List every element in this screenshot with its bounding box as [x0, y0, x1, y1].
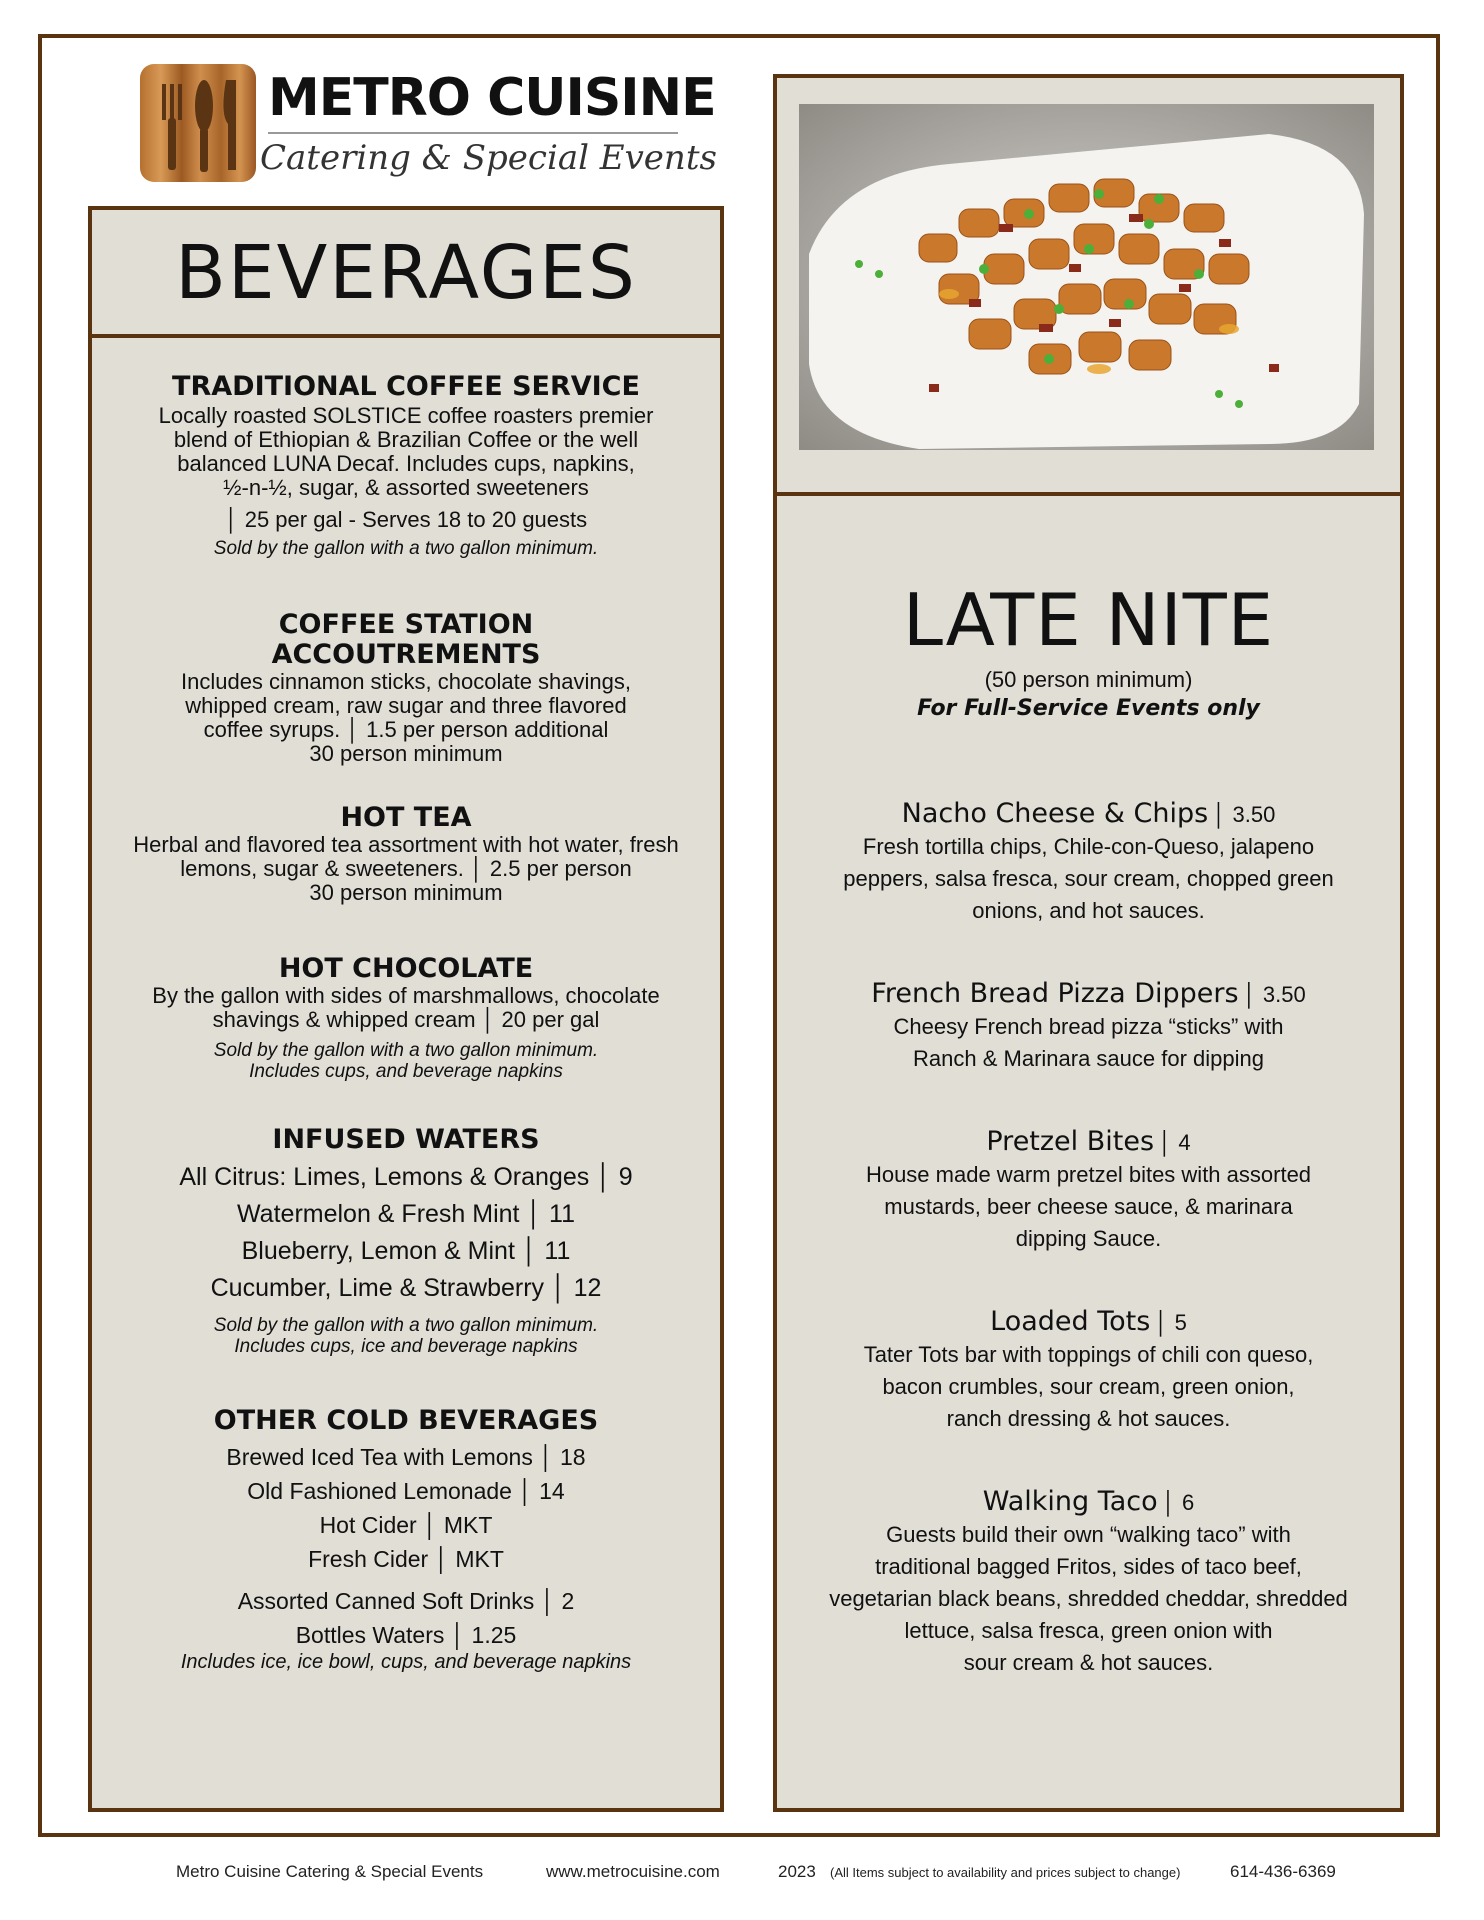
hot-chocolate-desc-line: By the gallon with sides of marshmallows, chocolate [152, 983, 660, 1008]
menu-item-desc-line: Tater Tots bar with toppings of chili con queso, [863, 1342, 1314, 1367]
coffee-station-desc-line: whipped cream, raw sugar and three flavored [185, 693, 627, 718]
menu-item-desc-line: vegetarian black beans, shredded cheddar, shredded [829, 1586, 1348, 1611]
menu-item-price: │ 3.50 [1212, 802, 1276, 827]
menu-item-price: │ 6 [1162, 1490, 1195, 1515]
hot-tea-section [92, 803, 720, 905]
menu-item-desc-line: Ranch & Marinara sauce for dipping [913, 1046, 1264, 1071]
brand-logo [140, 62, 717, 184]
cold-beverage-item: Old Fashioned Lemonade │ 14 [247, 1478, 565, 1504]
brand-tagline: Catering & Special Events [260, 138, 717, 178]
menu-item-desc-line: dipping Sauce. [1015, 1226, 1162, 1251]
beverages-panel [88, 206, 724, 1812]
menu-item-pretzel [777, 1126, 1400, 1255]
cold-beverages-section [92, 1406, 720, 1673]
cold-beverages-note: Includes ice, ice bowl, cups, and beverage napkins [180, 1651, 632, 1673]
hot-tea-desc-line: Herbal and flavored tea assortment with hot water, fresh [133, 832, 679, 857]
footer-year: 2023 [778, 1862, 816, 1881]
hot-chocolate-desc-line: shavings & whipped cream │ 20 per gal [212, 1007, 600, 1032]
menu-item-desc-line: ranch dressing & hot sauces. [946, 1406, 1231, 1431]
cold-beverage-item: Hot Cider │ MKT [319, 1512, 493, 1538]
menu-item-desc-line: bacon crumbles, sour cream, green onion, [882, 1374, 1295, 1399]
footer-company: Metro Cuisine Catering & Special Events [176, 1862, 484, 1881]
menu-item-name: French Bread Pizza Dippers [871, 978, 1239, 1009]
utensils-logo-icon [140, 64, 256, 182]
menu-item-name: Nacho Cheese & Chips [901, 798, 1209, 829]
coffee-station-desc-line: coffee syrups. │ 1.5 per person additional [203, 717, 609, 742]
late-nite-panel [773, 74, 1404, 1812]
infused-water-item: Watermelon & Fresh Mint │ 11 [237, 1200, 575, 1228]
hot-chocolate-title: HOT CHOCOLATE [278, 953, 534, 984]
menu-item-desc-line: peppers, salsa fresca, sour cream, chopped green [843, 866, 1334, 891]
menu-item-desc-line: Fresh tortilla chips, Chile-con-Queso, jalapeno [862, 834, 1315, 859]
infused-waters-note-line: Includes cups, ice and beverage napkins [234, 1336, 578, 1357]
menu-item-desc-line: sour cream & hot sauces. [963, 1650, 1214, 1675]
menu-item-price: │ 4 [1158, 1130, 1191, 1155]
logo-divider [268, 132, 678, 134]
menu-item-desc-line: lettuce, salsa fresca, green onion with [904, 1618, 1273, 1643]
hot-tea-title: HOT TEA [340, 802, 472, 833]
coffee-service-title: TRADITIONAL COFFEE SERVICE [172, 371, 640, 402]
hot-chocolate-section [92, 954, 720, 1082]
infused-water-item: Cucumber, Lime & Strawberry │ 12 [210, 1274, 602, 1302]
brand-name: METRO CUISINE [268, 68, 716, 128]
menu-item-desc-line: Guests build their own “walking taco” with [886, 1522, 1291, 1547]
coffee-station-desc-line: Includes cinnamon sticks, chocolate shavings, [180, 669, 631, 694]
beverages-header [92, 210, 720, 338]
coffee-service-note: Sold by the gallon with a two gallon minimum. [213, 538, 599, 559]
menu-item-desc-line: mustards, beer cheese sauce, & marinara [884, 1194, 1293, 1219]
coffee-service-desc-line: ½-n-½, sugar, & assorted sweeteners [223, 475, 589, 500]
late-nite-divider [777, 492, 1400, 496]
footer-disclaimer: (All Items subject to availability and prices subject to change) [830, 1865, 1181, 1880]
menu-item-desc-line: House made warm pretzel bites with assorted [865, 1162, 1312, 1187]
cold-beverages-title: OTHER COLD BEVERAGES [213, 1405, 599, 1436]
late-nite-title: LATE NITE [902, 578, 1275, 662]
infused-water-item: All Citrus: Limes, Lemons & Oranges │ 9 [179, 1163, 633, 1191]
beverages-title: BEVERAGES [175, 230, 637, 316]
infused-waters-section [92, 1125, 720, 1357]
menu-item-name: Pretzel Bites [986, 1126, 1155, 1157]
coffee-service-price: │ 25 per gal - Serves 18 to 20 guests [224, 507, 588, 532]
coffee-service-desc-line: Locally roasted SOLSTICE coffee roasters premier [158, 403, 654, 428]
late-nite-header [777, 578, 1400, 722]
cold-beverage-item: Fresh Cider │ MKT [308, 1546, 504, 1572]
infused-waters-note-line: Sold by the gallon with a two gallon minimum. [213, 1315, 599, 1336]
hot-tea-desc-line: lemons, sugar & sweeteners. │ 2.5 per person [180, 856, 632, 881]
menu-item-desc-line: traditional bagged Fritos, sides of taco beef, [875, 1554, 1302, 1579]
cold-beverage-item: Bottles Waters │ 1.25 [295, 1622, 517, 1648]
hot-chocolate-note-line: Sold by the gallon with a two gallon minimum. [213, 1040, 599, 1061]
menu-item-walking-taco [777, 1486, 1400, 1679]
menu-item-desc-line: Cheesy French bread pizza “sticks” with [893, 1014, 1284, 1039]
coffee-service-desc-line: blend of Ethiopian & Brazilian Coffee or the well [173, 427, 639, 452]
menu-item-name: Loaded Tots [990, 1306, 1151, 1337]
hot-tea-desc-line: 30 person minimum [309, 880, 503, 905]
coffee-station-section [92, 610, 720, 766]
coffee-service-desc-line: balanced LUNA Decaf. Includes cups, napkins, [177, 451, 635, 476]
footer-website[interactable]: www.metrocuisine.com [546, 1862, 720, 1881]
menu-item-desc-line: onions, and hot sauces. [972, 898, 1205, 923]
menu-item-price: │ 5 [1154, 1310, 1187, 1335]
cold-beverage-item: Brewed Iced Tea with Lemons │ 18 [226, 1444, 586, 1470]
loaded-tots-photo [799, 104, 1374, 450]
menu-item-loaded-tots [777, 1306, 1400, 1435]
infused-water-item: Blueberry, Lemon & Mint │ 11 [241, 1237, 571, 1265]
coffee-station-desc-line: 30 person minimum [309, 741, 503, 766]
infused-waters-title: INFUSED WATERS [272, 1124, 540, 1155]
cold-beverage-item: Assorted Canned Soft Drinks │ 2 [237, 1588, 575, 1614]
hot-chocolate-note-line: Includes cups, and beverage napkins [249, 1061, 563, 1082]
late-nite-minimum: (50 person minimum) [984, 667, 1193, 692]
late-nite-note: For Full-Service Events only [917, 696, 1260, 721]
coffee-service-section [92, 372, 720, 559]
menu-item-pizza-dippers [777, 978, 1400, 1075]
footer-phone: 614-436-6369 [1230, 1862, 1336, 1881]
menu-item-name: Walking Taco [982, 1486, 1158, 1517]
coffee-station-title: COFFEE STATION [278, 609, 534, 640]
menu-item-nacho [777, 798, 1400, 927]
coffee-station-title: ACCOUTREMENTS [271, 639, 541, 670]
menu-item-price: │ 3.50 [1243, 982, 1306, 1007]
